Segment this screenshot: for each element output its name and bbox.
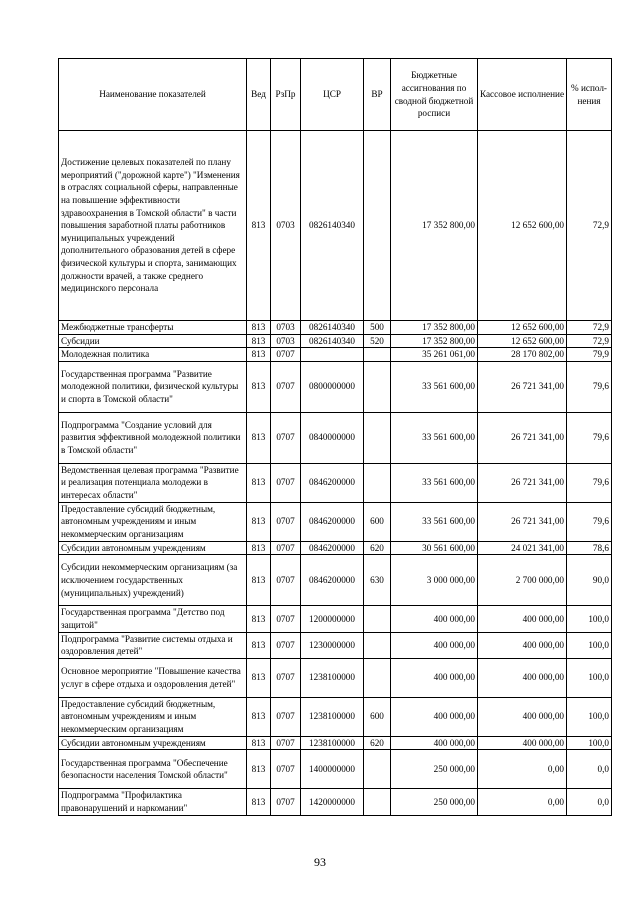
cell-ved: 813 <box>247 750 271 789</box>
cell-cash-execution: 2 700 000,00 <box>478 555 567 606</box>
cell-name: Государственная программа "Обеспечение безопасности населения Томской области" <box>59 750 247 789</box>
cell-percent: 0,0 <box>567 789 612 815</box>
cell-csr <box>301 348 364 362</box>
cell-csr: 1238100000 <box>301 697 364 736</box>
table-row <box>59 541 612 555</box>
cell-name: Межбюджетные трансферты <box>59 321 247 335</box>
cell-assignments: 17 352 800,00 <box>391 321 478 335</box>
cell-vr <box>364 658 391 697</box>
cell-vr: 500 <box>364 321 391 335</box>
cell-vr: 630 <box>364 555 391 606</box>
cell-ved: 813 <box>247 321 271 335</box>
cell-name: Государственная программа "Детство под защитой" <box>59 606 247 632</box>
cell-name: Государственная программа "Развитие молодежной политики, физической культуры и спорта в Томской области" <box>59 361 247 412</box>
cell-vr: 620 <box>364 736 391 750</box>
cell-cash-execution: 400 000,00 <box>478 658 567 697</box>
cell-cash-execution: 400 000,00 <box>478 606 567 632</box>
cell-percent: 0,0 <box>567 750 612 789</box>
cell-rzpr: 0707 <box>271 632 301 658</box>
cell-csr: 0846200000 <box>301 541 364 555</box>
cell-rzpr: 0707 <box>271 361 301 412</box>
header-rzpr: РзПр <box>271 59 301 131</box>
cell-percent: 100,0 <box>567 736 612 750</box>
cell-ved: 813 <box>247 502 271 541</box>
cell-csr: 1238100000 <box>301 736 364 750</box>
cell-rzpr: 0707 <box>271 697 301 736</box>
cell-ved: 813 <box>247 541 271 555</box>
cell-rzpr: 0707 <box>271 606 301 632</box>
cell-percent: 90,0 <box>567 555 612 606</box>
cell-assignments: 250 000,00 <box>391 789 478 815</box>
cell-rzpr: 0703 <box>271 334 301 348</box>
cell-csr: 0846200000 <box>301 502 364 541</box>
cell-ved: 813 <box>247 736 271 750</box>
cell-cash-execution: 26 721 341,00 <box>478 361 567 412</box>
cell-percent: 79,6 <box>567 361 612 412</box>
cell-cash-execution: 24 021 341,00 <box>478 541 567 555</box>
cell-vr <box>364 412 391 463</box>
cell-name: Достижение целевых показателей по плану мероприятий ("дорожной карте") "Изменения в отраслях социальной сферы, направленные на повышение эффективности здравоохранения в Томской области" в части повышения заработной платы работников муниципальных учреждений дополнительного образования детей в сфере физической культуры и спорта, занимающих должности врачей, а также среднего медицинского персонала <box>59 131 247 321</box>
table-row <box>59 348 612 362</box>
page-number: 93 <box>314 855 326 869</box>
cell-cash-execution: 400 000,00 <box>478 736 567 750</box>
cell-name: Ведомственная целевая программа "Развитие и реализация потенциала молодежи в интересах области" <box>59 463 247 502</box>
cell-percent: 72,9 <box>567 321 612 335</box>
cell-vr: 600 <box>364 697 391 736</box>
cell-vr <box>364 361 391 412</box>
table-row <box>59 697 612 736</box>
cell-assignments: 400 000,00 <box>391 606 478 632</box>
cell-ved: 813 <box>247 348 271 362</box>
cell-ved: 813 <box>247 632 271 658</box>
table-row <box>59 750 612 789</box>
cell-name: Подпрограмма "Создание условий для развития эффективной молодежной политики в Томской области" <box>59 412 247 463</box>
cell-percent: 72,9 <box>567 334 612 348</box>
cell-assignments: 400 000,00 <box>391 697 478 736</box>
cell-rzpr: 0703 <box>271 321 301 335</box>
table-row <box>59 606 612 632</box>
cell-cash-execution: 12 652 600,00 <box>478 334 567 348</box>
cell-percent: 79,9 <box>567 348 612 362</box>
cell-assignments: 400 000,00 <box>391 658 478 697</box>
cell-percent: 79,6 <box>567 463 612 502</box>
cell-percent: 100,0 <box>567 658 612 697</box>
cell-rzpr: 0707 <box>271 658 301 697</box>
cell-vr <box>364 606 391 632</box>
table-row <box>59 632 612 658</box>
table-row <box>59 789 612 815</box>
cell-csr: 1420000000 <box>301 789 364 815</box>
cell-csr: 0800000000 <box>301 361 364 412</box>
cell-csr: 1238100000 <box>301 658 364 697</box>
cell-ved: 813 <box>247 658 271 697</box>
table-row <box>59 463 612 502</box>
cell-rzpr: 0707 <box>271 750 301 789</box>
cell-csr: 1230000000 <box>301 632 364 658</box>
cell-assignments: 33 561 600,00 <box>391 463 478 502</box>
cell-assignments: 17 352 800,00 <box>391 131 478 321</box>
budget-execution-table <box>58 58 612 816</box>
cell-ved: 813 <box>247 463 271 502</box>
table-row <box>59 736 612 750</box>
cell-rzpr: 0707 <box>271 555 301 606</box>
cell-csr: 0826140340 <box>301 131 364 321</box>
cell-vr: 620 <box>364 541 391 555</box>
cell-ved: 813 <box>247 697 271 736</box>
cell-cash-execution: 0,00 <box>478 789 567 815</box>
cell-ved: 813 <box>247 131 271 321</box>
cell-csr: 1200000000 <box>301 606 364 632</box>
cell-percent: 79,6 <box>567 412 612 463</box>
table-row <box>59 658 612 697</box>
cell-percent: 72,9 <box>567 131 612 321</box>
table-row <box>59 321 612 335</box>
header-cash-execution: Кассовое исполнение <box>478 59 567 131</box>
cell-assignments: 400 000,00 <box>391 736 478 750</box>
cell-name: Предоставление субсидий бюджетным, автономным учреждениям и иным некоммерческим организациям <box>59 502 247 541</box>
cell-rzpr: 0707 <box>271 502 301 541</box>
cell-vr <box>364 750 391 789</box>
cell-assignments: 33 561 600,00 <box>391 412 478 463</box>
cell-csr: 0846200000 <box>301 555 364 606</box>
cell-name: Подпрограмма "Профилактика правонарушений и наркомании" <box>59 789 247 815</box>
cell-assignments: 250 000,00 <box>391 750 478 789</box>
cell-assignments: 17 352 800,00 <box>391 334 478 348</box>
cell-rzpr: 0707 <box>271 736 301 750</box>
table-row <box>59 131 612 321</box>
cell-ved: 813 <box>247 789 271 815</box>
cell-vr: 600 <box>364 502 391 541</box>
cell-name: Предоставление субсидий бюджетным, автономным учреждениям и иным некоммерческим организациям <box>59 697 247 736</box>
cell-cash-execution: 400 000,00 <box>478 632 567 658</box>
cell-ved: 813 <box>247 606 271 632</box>
cell-vr <box>364 348 391 362</box>
cell-csr: 0846200000 <box>301 463 364 502</box>
table-row <box>59 502 612 541</box>
cell-vr: 520 <box>364 334 391 348</box>
table-row <box>59 334 612 348</box>
cell-assignments: 3 000 000,00 <box>391 555 478 606</box>
header-ved: Вед <box>247 59 271 131</box>
cell-vr <box>364 463 391 502</box>
table-row <box>59 555 612 606</box>
cell-assignments: 400 000,00 <box>391 632 478 658</box>
cell-cash-execution: 12 652 600,00 <box>478 321 567 335</box>
cell-cash-execution: 26 721 341,00 <box>478 412 567 463</box>
header-name: Наименование показателей <box>59 59 247 131</box>
cell-cash-execution: 0,00 <box>478 750 567 789</box>
cell-rzpr: 0707 <box>271 789 301 815</box>
cell-assignments: 33 561 600,00 <box>391 361 478 412</box>
cell-name: Субсидии автономным учреждениям <box>59 541 247 555</box>
cell-rzpr: 0707 <box>271 463 301 502</box>
cell-ved: 813 <box>247 334 271 348</box>
cell-rzpr: 0703 <box>271 131 301 321</box>
cell-ved: 813 <box>247 555 271 606</box>
cell-assignments: 35 261 061,00 <box>391 348 478 362</box>
cell-name: Субсидии некоммерческим организациям (за исключением государственных (муниципальных) учреждений) <box>59 555 247 606</box>
cell-rzpr: 0707 <box>271 348 301 362</box>
cell-rzpr: 0707 <box>271 541 301 555</box>
cell-percent: 100,0 <box>567 632 612 658</box>
cell-percent: 100,0 <box>567 697 612 736</box>
cell-rzpr: 0707 <box>271 412 301 463</box>
table-row <box>59 412 612 463</box>
cell-csr: 1400000000 <box>301 750 364 789</box>
cell-assignments: 33 561 600,00 <box>391 502 478 541</box>
cell-cash-execution: 400 000,00 <box>478 697 567 736</box>
cell-name: Субсидии автономным учреждениям <box>59 736 247 750</box>
cell-cash-execution: 26 721 341,00 <box>478 502 567 541</box>
header-percent: % испол-нения <box>567 59 612 131</box>
cell-csr: 0826140340 <box>301 321 364 335</box>
cell-percent: 78,6 <box>567 541 612 555</box>
cell-ved: 813 <box>247 361 271 412</box>
cell-cash-execution: 26 721 341,00 <box>478 463 567 502</box>
header-vr: ВР <box>364 59 391 131</box>
cell-vr <box>364 632 391 658</box>
cell-percent: 100,0 <box>567 606 612 632</box>
cell-ved: 813 <box>247 412 271 463</box>
cell-cash-execution: 28 170 802,00 <box>478 348 567 362</box>
cell-name: Подпрограмма "Развитие системы отдыха и оздоровления детей" <box>59 632 247 658</box>
header-assignments: Бюджетные ассигнования по сводной бюджетной росписи <box>391 59 478 131</box>
cell-name: Молодежная политика <box>59 348 247 362</box>
cell-name: Основное мероприятие "Повышение качества услуг в сфере отдыха и оздоровления детей" <box>59 658 247 697</box>
table-header-row <box>59 59 612 131</box>
cell-assignments: 30 561 600,00 <box>391 541 478 555</box>
cell-csr: 0826140340 <box>301 334 364 348</box>
header-csr: ЦСР <box>301 59 364 131</box>
cell-vr <box>364 789 391 815</box>
table-row <box>59 361 612 412</box>
cell-vr <box>364 131 391 321</box>
cell-name: Субсидии <box>59 334 247 348</box>
cell-percent: 79,6 <box>567 502 612 541</box>
cell-csr: 0840000000 <box>301 412 364 463</box>
cell-cash-execution: 12 652 600,00 <box>478 131 567 321</box>
